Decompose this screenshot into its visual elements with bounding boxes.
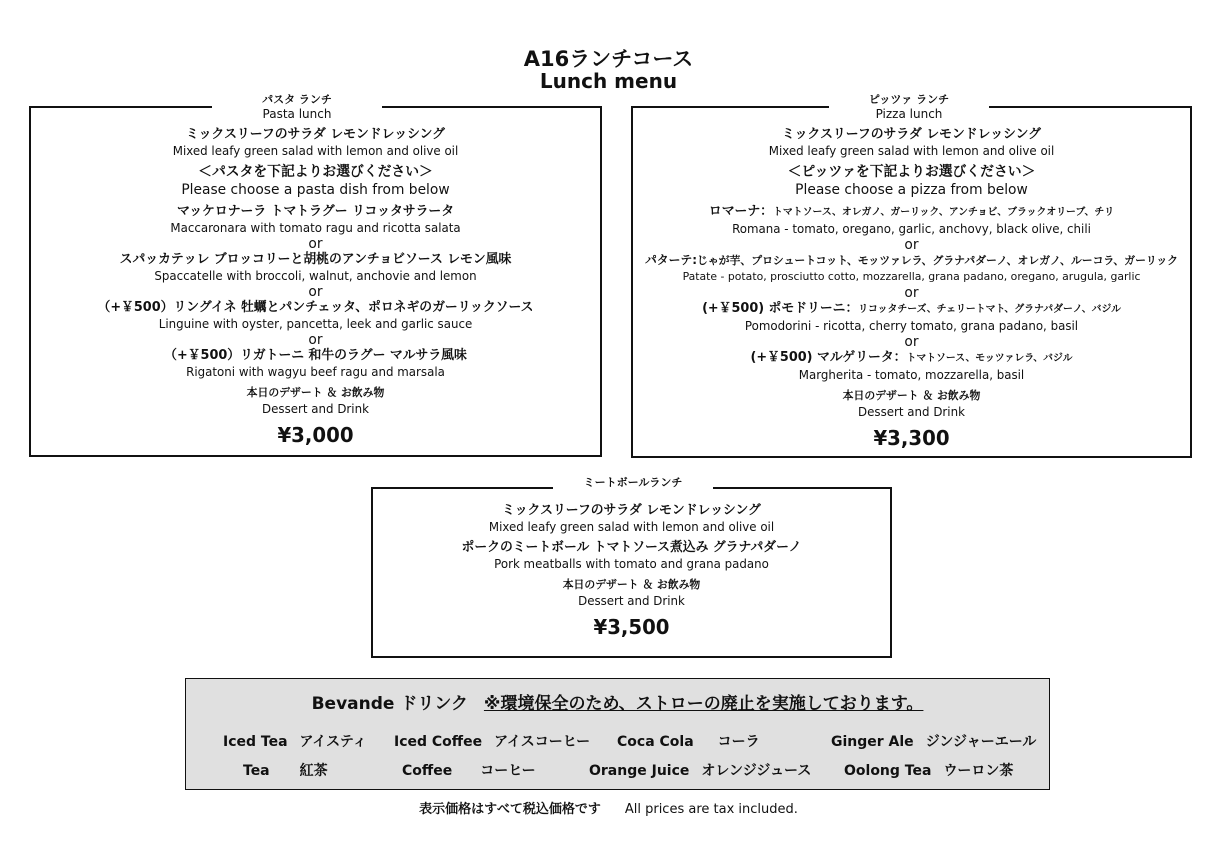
drink-ja: ジンジャーエール [925,734,1037,750]
pizza-desc: トマトソース、モッツァレラ、バジル [906,353,1073,364]
drinks-panel [185,678,1050,790]
drink-en: Coffee [402,763,453,779]
drink-en: Ginger Ale [831,734,914,750]
pizza-dessert-en: Dessert and Drink [858,405,965,419]
pizza-name: パターテ: [644,253,698,267]
meatball-dessert-ja: 本日のデザート ＆ お飲み物 [562,578,701,591]
pasta-heading-ja: パスタ ランチ [262,93,332,106]
drink-item [402,760,536,780]
pizza-name: ロマーナ： [708,204,774,219]
pasta-dessert-ja: 本日のデザート ＆ お飲み物 [246,386,385,399]
pasta-choose-en: Please choose a pasta dish from below [181,182,450,198]
pizza-price: ¥3,300 [873,426,950,450]
pizza-salad-ja: ミックスリーフのサラダ レモンドレッシング [782,127,1041,142]
drink-item [394,731,590,751]
pasta-item-en: Maccaronara with tomato ragu and ricotta salata [170,221,461,235]
pasta-item-en: Spaccatelle with broccoli, walnut, anchovie and lemon [154,269,477,283]
pasta-choose-ja: ＜パスタを下記よりお選びください＞ [198,164,433,180]
pizza-item-en: Romana - tomato, oregano, garlic, anchovy, black olive, chili [732,222,1091,236]
drink-ja: コーラ [717,734,760,750]
pasta-item-ja: （+￥500）リングイネ 牡蠣とパンチェッタ、ポロネギのガーリックソース [97,300,534,315]
or-separator: or [904,237,919,253]
pizza-desc: トマトソース、オレガノ、ガーリック、アンチョビ、ブラックオリーブ、チリ [773,207,1115,218]
pasta-item-ja: （+￥500）リガトーニ 和牛のラグー マルサラ風味 [164,348,467,363]
pizza-name: (+￥500) ポモドリーニ： [702,301,859,316]
pizza-lunch-heading [829,92,989,122]
pizza-name: (+￥500) マルゲリータ： [750,350,907,365]
pizza-item-en: Pomodorini - ricotta, cherry tomato, grana padano, basil [744,319,1079,333]
drink-item [831,731,1036,751]
pizza-choose-en: Please choose a pizza from below [795,182,1028,198]
or-separator: or [904,285,919,301]
tax-note-en: All prices are tax included. [624,802,798,817]
drink-en: Iced Tea [223,734,288,750]
page-subtitle: Lunch menu [539,69,678,93]
or-separator: or [308,284,323,300]
drink-ja: アイスコーヒー [494,734,591,750]
drink-item [844,760,1013,780]
drinks-title [186,689,1049,714]
drinks-heading: Bevande ドリンク [311,694,468,714]
drink-item [243,760,328,780]
pasta-salad-ja: ミックスリーフのサラダ レモンドレッシング [186,127,445,142]
drink-en: Oolong Tea [844,763,932,779]
drink-item [617,731,760,751]
meatball-lunch-heading [553,475,713,490]
tax-footer [0,798,1217,817]
meatball-heading-ja: ミートボールランチ [583,476,683,489]
drink-en: Orange Juice [589,763,690,779]
drink-ja: コーヒー [480,763,536,779]
or-separator: or [308,236,323,252]
pizza-heading-en: Pizza lunch [875,107,943,121]
pizza-desc: リコッタチーズ、チェリートマト、グラナパダーノ、バジル [858,304,1121,315]
pasta-lunch-heading [212,92,382,122]
pasta-item-ja: スパッカテッレ ブロッコリーと胡桃のアンチョビソース レモン風味 [119,252,512,267]
pasta-dessert-en: Dessert and Drink [262,402,369,416]
meatball-lunch-box [371,476,892,658]
pasta-item-en: Linguine with oyster, pancetta, leek and garlic sauce [158,317,473,331]
drink-ja: オレンジジュース [701,763,812,779]
pizza-item-en: Margherita - tomato, mozzarella, basil [798,368,1025,382]
meatball-price: ¥3,500 [593,615,670,639]
pasta-lunch-box [29,93,602,457]
pizza-item [637,349,1186,367]
drink-ja: 紅茶 [299,763,328,779]
pasta-item-en: Rigatoni with wagyu beef ragu and marsala [186,365,445,379]
pizza-item [637,252,1186,269]
page-title: A16ランチコース [523,47,694,71]
pizza-heading-ja: ピッツァ ランチ [868,93,950,106]
pizza-salad-en: Mixed leafy green salad with lemon and olive oil [768,144,1055,158]
pasta-price: ¥3,000 [277,423,354,447]
pizza-item [637,203,1186,221]
pizza-dessert-ja: 本日のデザート ＆ お飲み物 [842,389,981,402]
pizza-desc: じゃが芋、プロシュートコット、モッツァレラ、グラナパダーノ、オレガノ、ルーコラ、ガーリック [697,254,1179,267]
meatball-salad-en: Mixed leafy green salad with lemon and olive oil [488,520,775,534]
pizza-item-en: Patate - potato, prosciutto cotto, mozzarella, grana padano, oregano, arugula, garlic [682,270,1141,283]
straw-notice: ※環境保全のため、ストローの廃止を実施しております。 [483,694,924,714]
meatball-main-ja: ポークのミートボール トマトソース煮込み グラナパダーノ [461,540,802,555]
drink-en: Coca Cola [617,734,694,750]
drink-item [223,731,367,751]
drink-ja: ウーロン茶 [943,763,1014,779]
pizza-choose-ja: ＜ピッツァを下記よりお選びください＞ [787,164,1036,180]
pasta-item-ja: マッケロナーラ トマトラグー リコッタサラータ [176,204,455,219]
drink-en: Tea [243,763,270,779]
drink-item [589,760,811,780]
or-separator: or [904,334,919,350]
drink-en: Iced Coffee [394,734,483,750]
pasta-heading-en: Pasta lunch [262,107,332,121]
meatball-salad-ja: ミックスリーフのサラダ レモンドレッシング [502,503,761,518]
tax-note-ja: 表示価格はすべて税込価格です [419,802,601,817]
or-separator: or [308,332,323,348]
pasta-salad-en: Mixed leafy green salad with lemon and olive oil [172,144,459,158]
drink-ja: アイスティ [299,734,367,750]
meatball-dessert-en: Dessert and Drink [578,594,685,608]
pizza-item [637,300,1186,318]
meatball-main-en: Pork meatballs with tomato and grana padano [494,557,769,571]
pizza-lunch-box [631,93,1192,458]
